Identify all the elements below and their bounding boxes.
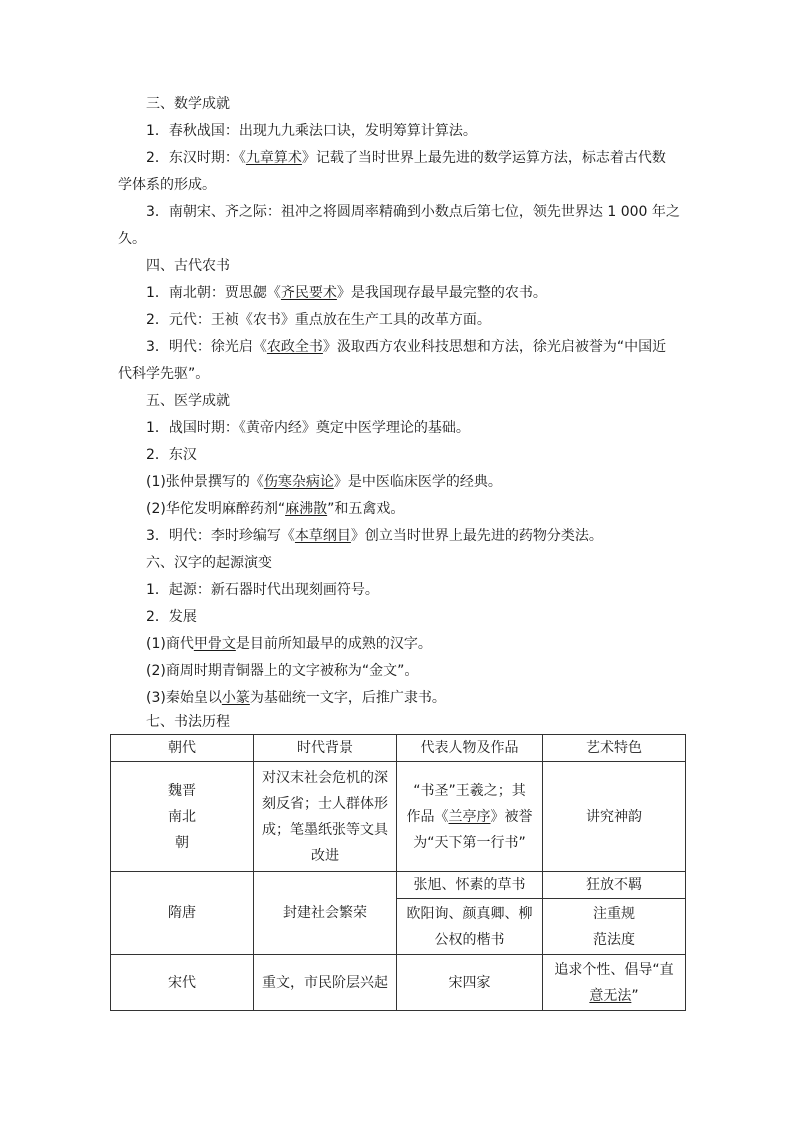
table-row [111, 872, 686, 899]
section-heading-hanzi: 六、汉字的起源演变 [146, 555, 272, 571]
book-title-nongzheng: 农政全书 [266, 339, 323, 355]
row3-feature: 追求个性、倡导“直 意无法” [543, 955, 686, 1011]
row1-dynasty: 魏晋 南北 朝 [111, 762, 254, 872]
agri-item-3-cont: 代科学先驱”。 [118, 366, 210, 382]
medicine-item-2: 2．东汉 [146, 447, 197, 463]
hanzi-sub-2: (2)商周时期青铜器上的文字被称为“金文”。 [146, 663, 419, 679]
medicine-item-3: 3．明代：李时珍编写《本草纲目》创立当时世界上最先进的药物分类法。 [146, 528, 603, 544]
agri-item-3: 3．明代：徐光启《农政全书》汲取西方农业科技思想和方法，徐光启被誉为“中国近 [146, 339, 667, 355]
header-dynasty: 朝代 [111, 735, 254, 762]
book-title-bencao: 本草纲目 [294, 528, 351, 544]
row2-feature-b: 注重规 范法度 [543, 899, 686, 955]
section-heading-agri: 四、古代农书 [146, 258, 230, 274]
term-mafeisan: 麻沸散 [285, 501, 328, 517]
row1-background: 对汉末社会危机的深 刻反省；士人群体形 成；笔墨纸张等文具 改进 [254, 762, 397, 872]
book-title-lantingxu: 兰亭序 [448, 808, 491, 825]
book-title-jiuzhang: 九章算术 [245, 150, 302, 166]
medicine-sub-2: (2)华佗发明麻醉药剂“麻沸散”和五禽戏。 [146, 501, 405, 517]
header-features: 艺术特色 [543, 735, 686, 762]
table-header-row [111, 735, 686, 762]
row2-feature-a: 狂放不羁 [543, 872, 686, 899]
medicine-sub-1: (1)张仲景撰写的《伤寒杂病论》是中医临床医学的经典。 [146, 474, 502, 490]
table-row [111, 955, 686, 1011]
row1-works: “书圣”王羲之；其 作品《兰亭序》被誉 为“天下第一行书” [397, 762, 543, 872]
row2-background: 封建社会繁荣 [254, 872, 397, 955]
agri-item-1: 1．南北朝：贾思勰《齐民要术》是我国现存最早最完整的农书。 [146, 285, 547, 301]
row2-works-a: 张旭、怀素的草书 [397, 872, 543, 899]
calligraphy-table [110, 734, 686, 1011]
hanzi-item-1: 1．起源：新石器时代出现刻画符号。 [146, 582, 379, 598]
hanzi-item-2: 2．发展 [146, 609, 197, 625]
math-item-1: 1．春秋战国：出现九九乘法口诀，发明筹算计算法。 [146, 123, 477, 139]
math-item-2: 2．东汉时期：《九章算术》记载了当时世界上最先进的数学运算方法，标志着古代数 [146, 150, 666, 166]
agri-item-2: 2．元代：王祯《农书》重点放在生产工具的改革方面。 [146, 312, 491, 328]
book-title-qimin: 齐民要术 [280, 285, 337, 301]
book-title-shanghan: 伤寒杂病论 [263, 474, 334, 490]
table-row [111, 762, 686, 872]
row3-background: 重文，市民阶层兴起 [254, 955, 397, 1011]
math-item-3: 3．南朝宋、齐之际：祖冲之将圆周率精确到小数点后第七位，领先世界达 1 000 年之 [146, 204, 680, 220]
hanzi-sub-1: (1)商代甲骨文是目前所知最早的成熟的汉字。 [146, 636, 432, 652]
row3-dynasty: 宋代 [111, 955, 254, 1011]
math-item-2-cont: 学体系的形成。 [118, 177, 216, 193]
row2-works-b: 欧阳询、颜真卿、柳 公权的楷书 [397, 899, 543, 955]
section-heading-calligraphy: 七、书法历程 [146, 714, 230, 730]
section-heading-medicine: 五、医学成就 [146, 393, 230, 409]
term-yiwufa: 意无法 [589, 987, 632, 1004]
term-jiaguwen: 甲骨文 [193, 636, 236, 652]
row2-dynasty: 隋唐 [111, 872, 254, 955]
row3-works: 宋四家 [397, 955, 543, 1011]
term-xiaozhuan: 小篆 [221, 690, 250, 706]
math-item-3-cont: 久。 [118, 231, 146, 247]
row1-feature: 讲究神韵 [543, 762, 686, 872]
section-heading-math: 三、数学成就 [146, 96, 230, 112]
header-background: 时代背景 [254, 735, 397, 762]
header-works: 代表人物及作品 [397, 735, 543, 762]
medicine-item-1: 1．战国时期：《黄帝内经》奠定中医学理论的基础。 [146, 420, 470, 436]
hanzi-sub-3: (3)秦始皇以小篆为基础统一文字，后推广隶书。 [146, 690, 446, 706]
